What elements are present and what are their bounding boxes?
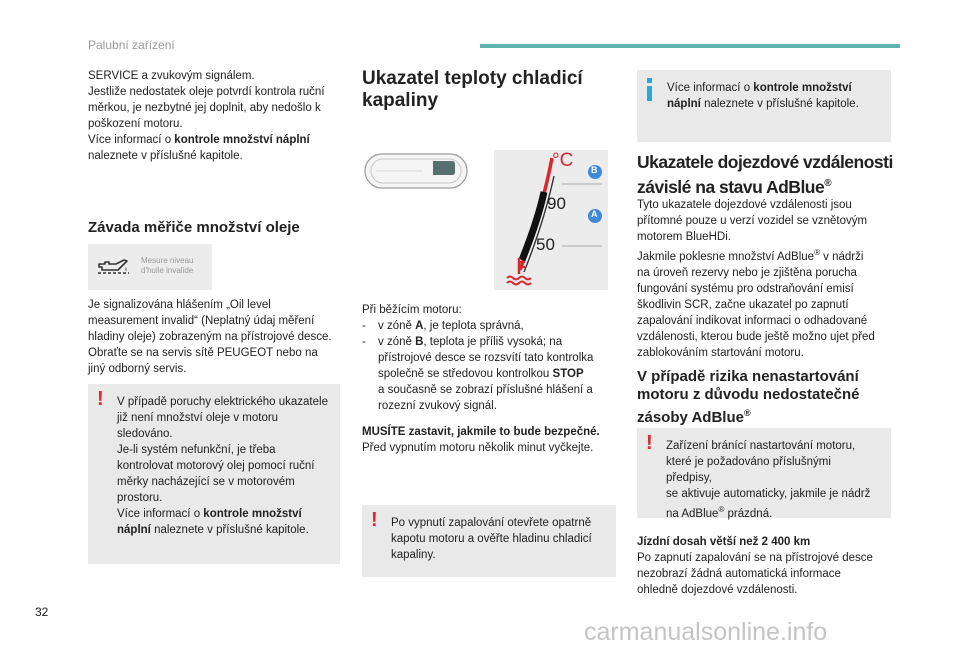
- text-line: na úroveň rezervy nebo je zjištěna porucha: [637, 266, 857, 279]
- heading-adblue-range: Ukazatele dojezdové vzdálenosti závislé na stavu AdBlue®: [637, 152, 893, 197]
- text-line: Je-li systém nefunkční, je třeba: [117, 444, 276, 456]
- text-line: poškození motoru.: [88, 118, 183, 130]
- reference-link: kontrole množství: [753, 82, 852, 94]
- text-line: jiný odborný servis.: [88, 363, 187, 375]
- range-heading: Jízdní dosah větší než 2 400 km: [637, 536, 811, 548]
- list-item: - v zóně B, teplota je příliš vysoká; na přístrojové desce se rozsvítí tato kontrolka společně se středovou kontrolkou STOP a současně se zobrazí příslušné hlášení a rozezní zvukový signál.: [362, 336, 594, 412]
- text-line: prostoru.: [117, 492, 163, 504]
- text-line: naleznete v příslušné kapitole.: [88, 150, 243, 162]
- text-line: kapotu motoru a ověřte hladinu chladicí: [391, 533, 592, 545]
- reference-link: kontrole množství: [203, 508, 302, 520]
- warning-box: [88, 384, 340, 564]
- reference-link: náplní: [667, 98, 701, 110]
- watermark: carmanualsonline.info: [584, 618, 828, 646]
- text-line: které je požadováno příslušnými předpisy,: [666, 456, 831, 484]
- text-line: SERVICE a zvukovým signálem.: [88, 70, 255, 82]
- text-line: hladiny oleje) zobrazeným na přístrojové desce.: [88, 331, 332, 343]
- oil-panel-message: Mesure niveau d'huile invalide: [141, 256, 194, 275]
- text-line: Po vypnutí zapalování otevřete opatrně: [391, 517, 592, 529]
- text-line: kontrolovat motorový olej pomocí ruční: [117, 460, 315, 472]
- zone-b-label: B: [591, 165, 598, 175]
- range-section: [637, 534, 892, 598]
- instrument-cluster-icon: [362, 148, 470, 194]
- adblue-body: [637, 197, 892, 361]
- reference-link: náplní: [117, 524, 151, 536]
- gauge-value-low: 50: [536, 235, 555, 254]
- page-number: 32: [35, 605, 49, 619]
- text-line: na AdBlue® prázdná.: [666, 505, 773, 520]
- warning-icon: !: [97, 388, 104, 410]
- text-line: Při běžícím motoru:: [362, 304, 462, 316]
- warning-icon: !: [646, 432, 653, 454]
- text-line: Před vypnutím motoru několik minut vyčkejte.: [362, 442, 594, 454]
- text-line: měrkou, je nezbytné jej doplnit, aby nedošlo k: [88, 102, 321, 114]
- heading-oil-gauge-fault: Závada měřiče množství oleje: [88, 219, 300, 236]
- accent-bar: [480, 44, 900, 48]
- info-box: [637, 70, 891, 142]
- text-line: Tyto ukazatele dojezdové vzdálenosti jsou: [637, 199, 852, 211]
- text-line: kapaliny.: [391, 549, 436, 561]
- text-line: náplní naleznete v příslušné kapitole.: [667, 98, 859, 110]
- text-line: měrky nacházející se v motorovém: [117, 476, 295, 488]
- section-title: Palubní zařízení: [88, 38, 175, 52]
- zone-a-label: A: [591, 209, 598, 219]
- text-line: measurement invalid“ (Neplatný údaj měření: [88, 315, 315, 327]
- text-line: motorem BlueHDi.: [637, 231, 731, 243]
- gauge-unit: °C: [552, 150, 574, 171]
- heading-coolant-temperature: Ukazatel teploty chladicí kapaliny: [362, 68, 583, 111]
- text-line: Více informací o kontrole množství: [117, 508, 302, 520]
- text-line: sledováno.: [117, 428, 173, 440]
- text-line: fungování systému pro odstraňování emisí: [637, 282, 854, 295]
- oil-warning-panel: [88, 244, 212, 290]
- reference-link: kontrole množství náplní: [174, 134, 310, 146]
- text-line: již není množství oleje v motoru: [117, 412, 279, 424]
- warning-box: [362, 505, 616, 577]
- text-line: Obraťte se na servis sítě PEUGEOT nebo na: [88, 347, 318, 359]
- warning-icon: !: [371, 509, 378, 531]
- text-line: zapalování indikovat informaci o odhadované: [637, 314, 868, 327]
- warning-box: [637, 428, 891, 518]
- text-line: zablokováním startování motoru.: [637, 346, 804, 359]
- oil-fault-body: [88, 297, 343, 377]
- oil-can-icon: [96, 256, 130, 276]
- text-line: vzdálenosti, kterou bude ještě možno ujet před: [637, 330, 875, 343]
- text-line: Jestliže nedostatek oleje potvrdí kontrola ruční: [88, 86, 325, 98]
- text-line: nezobrazí žádná automatická informace: [637, 568, 841, 580]
- column-left: [88, 68, 343, 164]
- text-line: Zařízení bránící nastartování motoru,: [666, 440, 856, 452]
- text-line: přítomné pouze u verzí vozidel se vznětovým: [637, 215, 868, 227]
- text-line: se aktivuje automaticky, jakmile je nádrž: [666, 488, 871, 500]
- text-line: Více informací o kontrole množství náplní: [88, 134, 310, 146]
- text-line: Více informací o kontrole množství: [667, 82, 852, 94]
- text-line: V případě poruchy elektrického ukazatele: [117, 396, 328, 408]
- text-line: Po zapnutí zapalování se na přístrojové desce: [637, 552, 873, 564]
- coolant-body: [362, 302, 617, 456]
- gauge-value-high: 90: [547, 194, 566, 213]
- must-stop-notice: MUSÍTE zastavit, jakmile to bude bezpečné.: [362, 426, 600, 438]
- text-line: škodlivin SCR, začne ukazatel po zapnutí: [637, 298, 849, 311]
- text-line: ohledně dojezdové vzdálenosti.: [637, 584, 798, 596]
- heading-adblue-start-risk: V případě rizika nenastartování motoru z důvodu nedostatečné zásoby AdBlue®: [637, 368, 860, 426]
- text-line: Je signalizována hlášením „Oil level: [88, 299, 271, 311]
- text-line: Jakmile poklesne množství AdBlue® v nádrži: [637, 248, 864, 263]
- info-icon: [647, 78, 652, 100]
- list-item: - v zóně A, je teplota správná,: [362, 320, 524, 332]
- text-line: náplní naleznete v příslušné kapitole.: [117, 524, 309, 536]
- coolant-gauge: [494, 150, 608, 290]
